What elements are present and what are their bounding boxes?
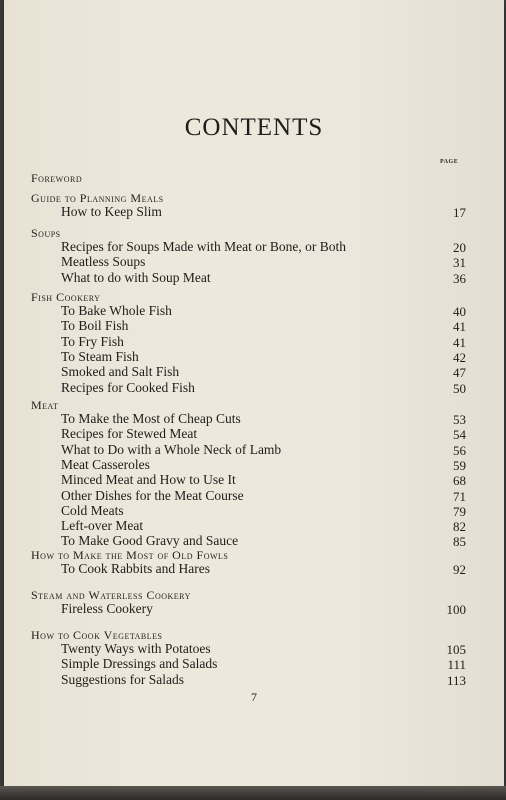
toc-entry: Recipes for Cooked Fish: [61, 379, 195, 395]
toc-entry: Minced Meat and How to Use It: [61, 472, 236, 488]
section-heading: Guide to Planning Meals: [31, 191, 164, 205]
toc-entry: To Steam Fish: [61, 348, 139, 364]
toc-page-number: 92: [453, 562, 466, 577]
section-heading: Steam and Waterless Cookery: [31, 588, 191, 602]
toc-page-number: 47: [453, 365, 466, 381]
toc-page-number: 50: [453, 380, 466, 396]
page-title: CONTENTS: [184, 114, 324, 141]
toc-page-number: 36: [453, 270, 466, 286]
toc-entry: Cold Meats: [61, 502, 124, 518]
toc-entry: Fireless Cookery: [61, 601, 153, 616]
toc-page-number: 31: [453, 255, 466, 271]
toc-page-number: 20: [453, 240, 466, 255]
toc-entry: Recipes for Soups Made with Meat or Bone, or Both: [61, 239, 346, 254]
section-heading: Foreword: [31, 171, 83, 185]
toc-page-number: 42: [453, 349, 466, 365]
toc-page-number: 40: [453, 304, 466, 319]
toc-entry: Simple Dressings and Salads: [61, 656, 218, 672]
toc-entry: Recipes for Stewed Meat: [61, 426, 198, 442]
toc-entry: Left-over Meat: [61, 518, 144, 534]
page-number: 7: [251, 690, 257, 704]
section-heading: Meat: [31, 398, 59, 412]
toc-entry: Other Dishes for the Meat Course: [61, 487, 244, 503]
toc-entry: Meatless Soups: [61, 254, 146, 270]
toc-page-number: 53: [453, 412, 466, 427]
section-heading: Soups: [31, 226, 61, 240]
toc-entry: Meat Casseroles: [61, 456, 150, 472]
section-heading: How to Make the Most of Old Fowls: [31, 548, 229, 562]
toc-page-number: 111: [447, 657, 466, 673]
section-heading: How to Cook Vegetables: [31, 628, 163, 642]
toc-page-number: 56: [453, 442, 466, 458]
toc-entry: Smoked and Salt Fish: [61, 364, 180, 380]
toc-entry: What to Do with a Whole Neck of Lamb: [61, 441, 282, 457]
section-heading: Fish Cookery: [31, 290, 101, 304]
toc-page-number: 17: [453, 205, 466, 220]
toc-page-number: 85: [453, 534, 466, 550]
toc-page-number: 41: [453, 334, 466, 350]
toc-entry: To Fry Fish: [61, 333, 124, 349]
toc-entry: To Boil Fish: [61, 318, 129, 334]
page-shadow: [0, 786, 506, 800]
toc-page-number: 54: [453, 427, 466, 443]
toc-entry: To Cook Rabbits and Hares: [61, 561, 211, 576]
toc-entry: What to do with Soup Meat: [61, 269, 211, 285]
toc-page-number: 68: [453, 473, 466, 489]
toc-page-number: 100: [446, 602, 466, 617]
toc-page-number: 82: [453, 519, 466, 535]
toc-entry: Suggestions for Salads: [61, 671, 184, 687]
toc-entry: How to Keep Slim: [61, 204, 162, 219]
toc-page-number: 113: [446, 672, 466, 688]
page-column-header: PAGE: [440, 159, 459, 165]
toc-entry: Twenty Ways with Potatoes: [61, 641, 211, 656]
toc-page-number: 59: [453, 457, 466, 473]
toc-entry: To Make the Most of Cheap Cuts: [61, 411, 241, 426]
toc-page-number: 79: [453, 503, 466, 519]
toc-page-number: 105: [446, 642, 466, 657]
toc-entry: To Bake Whole Fish: [61, 303, 172, 318]
toc-page-number: 41: [453, 319, 466, 335]
toc-page-number: 71: [453, 488, 466, 504]
book-page: [4, 0, 504, 786]
toc-entry: To Make Good Gravy and Sauce: [61, 533, 239, 549]
